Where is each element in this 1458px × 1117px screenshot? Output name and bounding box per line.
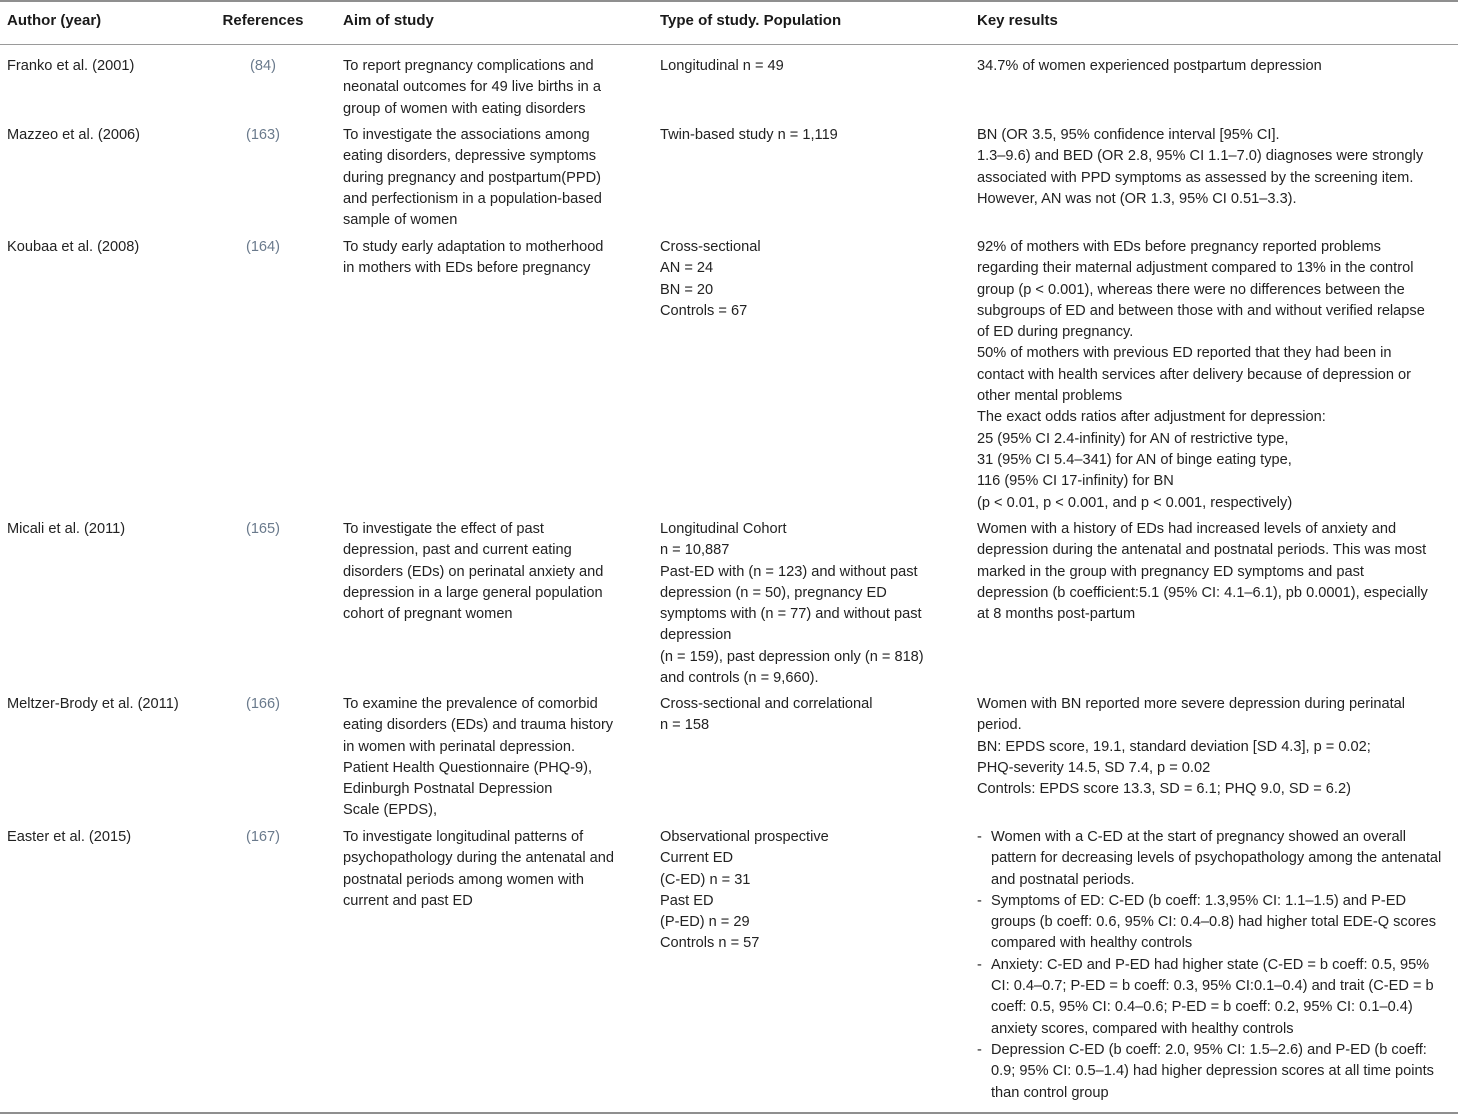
cell-author: Meltzer-Brody et al. (2011) <box>7 696 179 712</box>
text-line: Scale (EPDS), <box>343 802 438 819</box>
text-line: coeff: 0.5, 95% CI: 0.4–0.6; P-ED = b coeff: 0.2, 95% CI: 0.1–0.4) <box>991 999 1413 1016</box>
text-line: depression (b coefficient:5.1 (95% CI: 4.1–6.1), pb 0.0001), especially <box>977 584 1428 601</box>
text-line: 31 (95% CI 5.4–341) for AN of binge eating type, <box>977 451 1292 468</box>
cell-author: Franko et al. (2001) <box>7 58 135 74</box>
dash-bullet-icon: - <box>977 829 982 845</box>
text-line: Twin-based study n = 1,119 <box>660 127 838 143</box>
text-line: PHQ-severity 14.5, SD 7.4, p = 0.02 <box>977 759 1211 776</box>
table-header-row <box>0 10 1458 40</box>
text-line: and perfectionism in a population-based <box>343 190 602 207</box>
text-line: 1.3–9.6) and BED (OR 2.8, 95% CI 1.1–7.0) diagnoses were strongly <box>977 148 1424 165</box>
text-line: However, AN was not (OR 1.3, 95% CI 0.51–3.3). <box>977 190 1297 207</box>
reference-link[interactable]: (165) <box>245 521 281 537</box>
text-line: Longitudinal Cohort <box>660 521 787 537</box>
text-line: Depression C-ED (b coeff: 2.0, 95% CI: 1.5–2.6) and P-ED (b coeff: <box>991 1041 1427 1058</box>
text-line: and controls (n = 9,660). <box>660 670 819 687</box>
text-line: depression during the antenatal and postnatal periods. This was most <box>977 542 1427 559</box>
cell-aim <box>343 237 639 280</box>
text-line: 34.7% of women experienced postpartum depression <box>977 58 1322 74</box>
text-line: disorders (EDs) on perinatal anxiety and <box>343 563 604 580</box>
cell-results <box>977 694 1453 800</box>
cell-type <box>660 519 956 689</box>
text-line: n = 10,887 <box>660 542 730 559</box>
text-line: 25 (95% CI 2.4-infinity) for AN of restrictive type, <box>977 430 1289 447</box>
text-line: Symptoms of ED: C-ED (b coeff: 1.3,95% CI: 1.1–1.5) and P-ED <box>991 892 1407 909</box>
text-line: Women with a history of EDs had increased levels of anxiety and <box>977 521 1397 537</box>
text-line: other mental problems <box>977 388 1123 405</box>
bullet-item <box>977 891 1453 955</box>
text-line: To investigate longitudinal patterns of <box>343 829 584 845</box>
text-line: during pregnancy and postpartum(PPD) <box>343 169 601 186</box>
dash-bullet-icon: - <box>977 1041 982 1058</box>
cell-type <box>660 125 956 146</box>
header-results: Key results <box>977 12 1058 29</box>
text-line: (n = 159), past depression only (n = 818) <box>660 648 924 665</box>
cell-aim <box>343 694 639 822</box>
text-line: compared with healthy controls <box>991 935 1193 952</box>
text-line: neonatal outcomes for 49 live births in a <box>343 79 601 96</box>
header-aim: Aim of study <box>343 12 434 29</box>
table-bottom-rule <box>0 1112 1458 1114</box>
cell-type <box>660 56 956 77</box>
reference-link[interactable]: (164) <box>245 239 281 255</box>
cell-aim <box>343 519 639 625</box>
text-line: postnatal periods among women with <box>343 871 584 888</box>
bullet-item <box>977 955 1453 1040</box>
text-line: Controls = 67 <box>660 302 748 319</box>
text-line: depression, past and current eating <box>343 542 572 559</box>
text-line: than control group <box>991 1084 1109 1101</box>
cell-results <box>977 56 1453 77</box>
text-line: group (p < 0.001), whereas there were no differences between the <box>977 281 1405 298</box>
dash-bullet-icon: - <box>977 892 982 909</box>
cell-aim <box>343 827 639 912</box>
text-line: cohort of pregnant women <box>343 606 513 623</box>
reference-link[interactable]: (84) <box>250 58 276 74</box>
text-line: Edinburgh Postnatal Depression <box>343 781 553 798</box>
text-line: Cross-sectional <box>660 239 761 255</box>
text-line: n = 158 <box>660 717 710 734</box>
cell-results-bullets <box>977 827 1453 1104</box>
cell-results <box>977 125 1453 210</box>
text-line: Current ED <box>660 850 733 867</box>
reference-link[interactable]: (166) <box>245 696 281 712</box>
text-line: regarding their maternal adjustment compared to 13% in the control <box>977 260 1414 277</box>
text-line: Past-ED with (n = 123) and without past <box>660 563 918 580</box>
text-line: The exact odds ratios after adjustment for depression: <box>977 409 1326 426</box>
text-line: AN = 24 <box>660 260 714 277</box>
text-line: eating disorders (EDs) and trauma history <box>343 717 614 734</box>
text-line: To report pregnancy complications and <box>343 58 594 74</box>
text-line: Observational prospective <box>660 829 829 845</box>
text-line: associated with PPD symptoms as assessed by the screening item. <box>977 169 1414 186</box>
text-line: of ED during pregnancy. <box>977 324 1134 341</box>
header-type: Type of study. Population <box>660 12 842 29</box>
text-line: pattern for decreasing levels of psychopathology among the antenatal <box>991 850 1442 867</box>
text-line: anxiety scores, compared with healthy controls <box>991 1020 1294 1037</box>
table-header-rule <box>0 44 1458 45</box>
cell-aim <box>343 56 639 120</box>
text-line: BN = 20 <box>660 281 714 298</box>
text-line: group of women with eating disorders <box>343 100 586 117</box>
text-line: To investigate the effect of past <box>343 521 544 537</box>
header-references: References <box>222 12 304 29</box>
cell-author: Micali et al. (2011) <box>7 521 126 537</box>
text-line: depression in a large general population <box>343 584 603 601</box>
text-line: sample of women <box>343 212 458 229</box>
cell-author: Koubaa et al. (2008) <box>7 239 140 255</box>
text-line: (p < 0.01, p < 0.001, and p < 0.001, respectively) <box>977 494 1293 511</box>
text-line: period. <box>977 717 1022 734</box>
text-line: groups (b coeff: 0.6, 95% CI: 0.4–0.8) had higher total EDE-Q scores <box>991 914 1437 931</box>
text-line: in women with perinatal depression. <box>343 738 576 755</box>
text-line: eating disorders, depressive symptoms <box>343 148 597 165</box>
text-line: Controls n = 57 <box>660 935 760 952</box>
cell-author: Easter et al. (2015) <box>7 829 132 845</box>
bullet-item <box>977 827 1453 891</box>
text-line: To study early adaptation to motherhood <box>343 239 604 255</box>
header-author: Author (year) <box>7 12 102 29</box>
dash-bullet-icon: - <box>977 956 982 973</box>
text-line: Past ED <box>660 892 714 909</box>
text-line: in mothers with EDs before pregnancy <box>343 260 591 277</box>
cell-aim <box>343 125 639 231</box>
text-line: 116 (95% CI 17-infinity) for BN <box>977 473 1174 490</box>
cell-type <box>660 827 956 955</box>
cell-results <box>977 237 1453 514</box>
text-line: CI: 0.4–0.7; P-ED = b coeff: 0.3, 95% CI:0.1–0.4) and trait (C-ED = b <box>991 978 1434 995</box>
text-line: Longitudinal n = 49 <box>660 58 784 74</box>
text-line: 92% of mothers with EDs before pregnancy reported problems <box>977 239 1381 255</box>
text-line: To examine the prevalence of comorbid <box>343 696 598 712</box>
text-line: 0.9; 95% CI: 0.5–1.4) had higher depression scores at all time points <box>991 1063 1434 1080</box>
text-line: Patient Health Questionnaire (PHQ-9), <box>343 759 593 776</box>
cell-author: Mazzeo et al. (2006) <box>7 127 141 143</box>
table-top-rule <box>0 0 1458 2</box>
text-line: Cross-sectional and correlational <box>660 696 873 712</box>
text-line: Controls: EPDS score 13.3, SD = 6.1; PHQ 9.0, SD = 6.2) <box>977 781 1351 798</box>
text-line: Women with a C-ED at the start of pregnancy showed an overall <box>991 829 1407 845</box>
text-line: (P-ED) n = 29 <box>660 914 750 931</box>
text-line: symptoms with (n = 77) and without past <box>660 606 922 623</box>
text-line: marked in the group with pregnancy ED symptoms and past <box>977 563 1364 580</box>
text-line: BN (OR 3.5, 95% confidence interval [95% CI]. <box>977 127 1280 143</box>
bullet-item <box>977 1040 1453 1104</box>
text-line: and postnatal periods. <box>991 871 1135 888</box>
text-line: 50% of mothers with previous ED reported that they had been in <box>977 345 1392 362</box>
cell-type <box>660 694 956 737</box>
cell-results <box>977 519 1453 625</box>
text-line: depression <box>660 627 732 644</box>
text-line: Women with BN reported more severe depression during perinatal <box>977 696 1406 712</box>
text-line: BN: EPDS score, 19.1, standard deviation [SD 4.3], p = 0.02; <box>977 738 1371 755</box>
text-line: psychopathology during the antenatal and <box>343 850 615 867</box>
text-line: (C-ED) n = 31 <box>660 871 751 888</box>
text-line: To investigate the associations among <box>343 127 590 143</box>
text-line: subgroups of ED and between those with and without verified relapse <box>977 302 1425 319</box>
text-line: at 8 months post-partum <box>977 606 1136 623</box>
text-line: Anxiety: C-ED and P-ED had higher state (C-ED = b coeff: 0.5, 95% <box>991 956 1430 973</box>
text-line: depression (n = 50), pregnancy ED <box>660 584 887 601</box>
text-line: current and past ED <box>343 892 473 909</box>
text-line: contact with health services after delivery because of depression or <box>977 366 1411 383</box>
reference-link[interactable]: (163) <box>245 127 281 143</box>
reference-link[interactable]: (167) <box>245 829 281 845</box>
cell-type <box>660 237 956 322</box>
